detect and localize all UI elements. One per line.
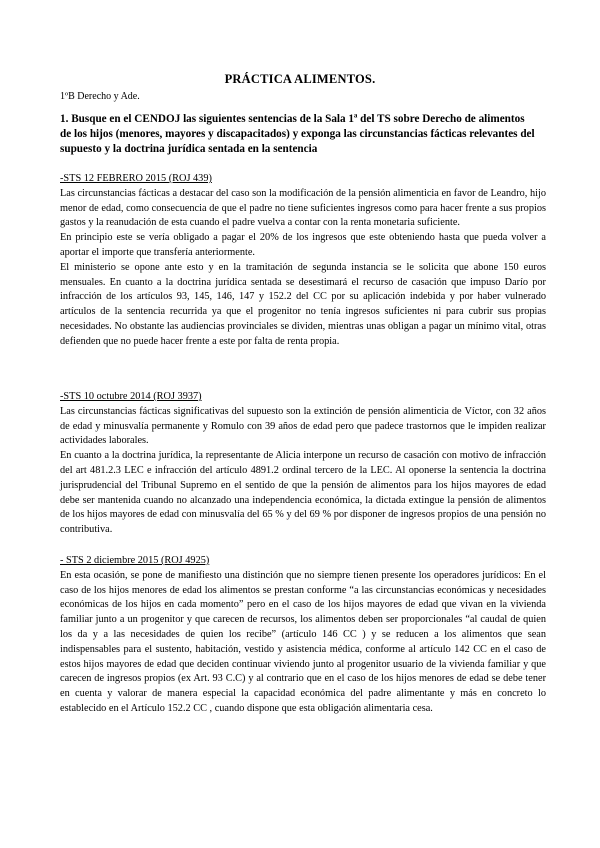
- paragraph: En esta ocasión, se pone de manifiesto una distinción que no siempre tienen presente los operadores jurídicos: En el caso de los hijos menores de edad los alimentos se prestan conforme “a las circunstancias económicas y necesidades económicas de los hijos en cada momento” pero en el caso de los hijos mayores de edad que vivan en la vivienda familiar junto a un progenitor y que carecen de recursos, los alimentos deben ser proporcionales “al caudal de quien los da y a las necesidades de quien los recibe” (artículo 146 CC ) y se reducen a los alimentos que sean indispensables para el sustento, habitación, vestido y asistencia médica, conforme al artículo 142 CC en el caso de estos hijos mayores de edad que deciden continuar viviendo junto al progenitor usuario de la vivienda familiar y que carecen de ingresos propios (ex Art. 93 C.C) y al contrario que en el caso de los hijos menores de edad se debe tener en cuenta y valorar de manera especial la capacidad económica del padre alimentante y más en concreto lo establecido en el Artículo 152.2 CC , cuando dispone que esta obligación alimentaria cesa.: [60, 569, 546, 714]
- section-sts-2014-octubre: [60, 390, 546, 538]
- section-sts-2015-diciembre: [60, 554, 546, 717]
- document-title: PRÁCTICA ALIMENTOS.: [224, 72, 376, 86]
- section-heading: - STS 2 diciembre 2015 (ROJ 4925): [60, 555, 210, 566]
- question-text: 1. Busque en el CENDOJ las siguientes sentencias de la Sala 1ª del TS sobre Derecho de alimentos de los hijos (menores, mayores y discapacitados) y exponga las circunstancias fácticas relevantes del supuesto y la doctrina jurídica sentada en la sentencia: [60, 113, 535, 155]
- paragraph: En cuanto a la doctrina jurídica, la representante de Alicia interpone un recurso de casación con motivo de infracción del art 481.2.3 LEC e infracción del artículo 4891.2 ordinal tercero de la LEC. Al oponerse la sentencia la doctrina jurisprudencial del Tribunal Supremo en el sentido de que la pensión de alimentos para los hijos mayores de edad debe ser mantenida cuando no alcanzado una independencia económica, la dictada extingue la pensión de alimentos de los hijos mayores de edad con minusvalía del 65 % y del 69 % por disponer de ingresos propios de una pensión no contributiva.: [60, 450, 546, 536]
- paragraph: Las circunstancias fácticas significativas del supuesto son la extinción de pensión alimenticia de Víctor, con 32 años de edad y minusvalía permanente y Romulo con 39 años de edad pero que padece trastornos que le impiden realizar actividades laborales.: [60, 405, 546, 447]
- document-subtitle: 1ºB Derecho y Ade.: [60, 91, 140, 102]
- paragraph: El ministerio se opone ante esto y en la tramitación de segunda instancia se le solicita que abone 150 euros mensuales. En cuanto a la doctrina jurídica sentada se desestimará el recurso de casación que impuso Darío por infracción de los artículos 93, 145, 146, 147 y 152.2 del CC por su aplicación indebida y por haber vulnerado artículos de la sentencia recurrida ya que el progenitor no tenía ingresos suficientes ni para cubrir sus propias necesidades. No obstante las audiencias provinciales se dividen, mientras unas obligan a pagar un mínimo vital, otras defienden que no puede hacer frente a este por falta de renta propia.: [60, 261, 546, 347]
- section-heading: -STS 10 octubre 2014 (ROJ 3937): [60, 391, 202, 402]
- section-sts-2015-febrero: [60, 172, 546, 350]
- section-heading: -STS 12 FEBRERO 2015 (ROJ 439): [60, 173, 212, 184]
- paragraph: Las circunstancias fácticas a destacar del caso son la modificación de la pensión alimenticia en favor de Leandro, hijo menor de edad, como consecuencia de que el padre no tiene suficientes ingresos como para hacer frente a sus propios gastos y la reanudación de esta cuando el padre vuelva a contar con la renta monetaria suficiente.: [60, 187, 546, 229]
- paragraph: En principio este se vería obligado a pagar el 20% de los ingresos que este obteniendo hasta que pueda volver a aportar el importe que transfería anteriormente.: [60, 232, 546, 258]
